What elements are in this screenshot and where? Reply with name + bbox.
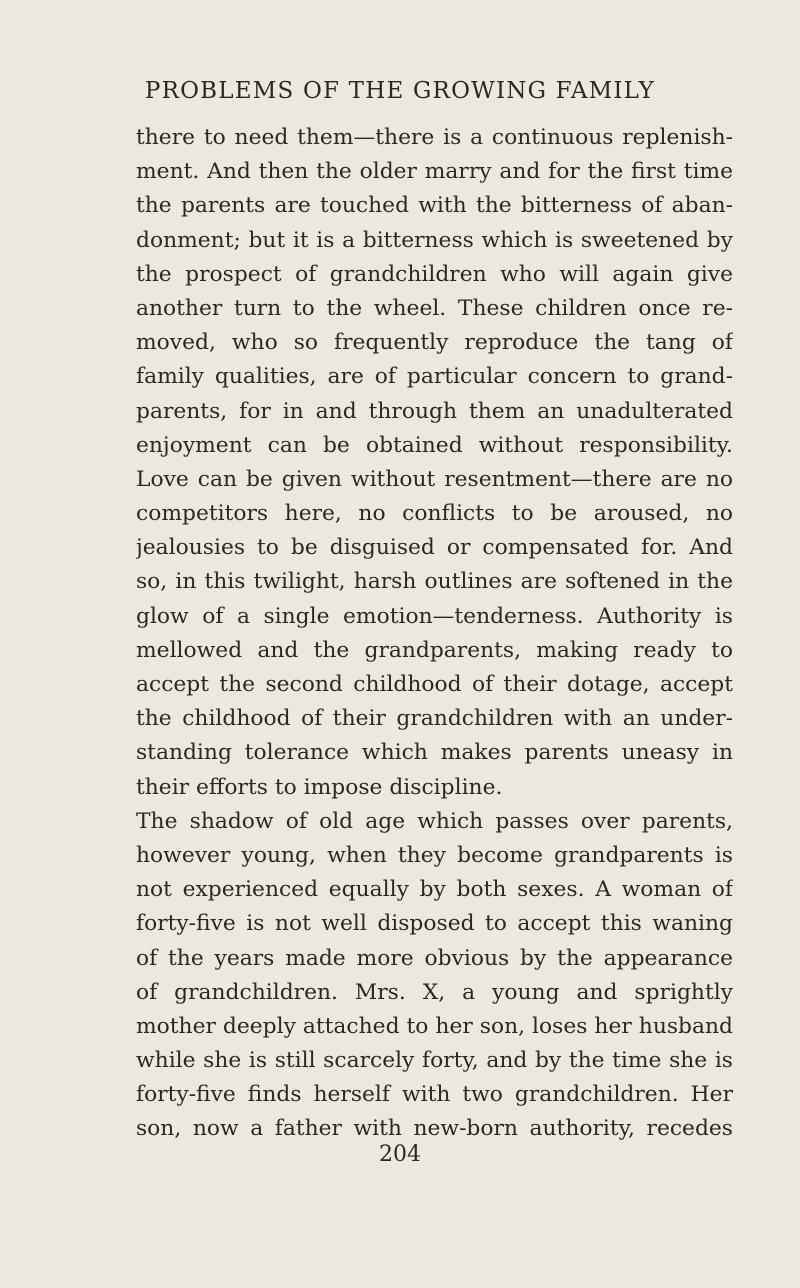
page-number: 204 [379,1142,421,1167]
text-line: donment; but it is a bitterness which is sweetened by [136,227,733,253]
text-line: the parents are touched with the bitterness of aban- [136,193,733,219]
text-line: The shadow of old age which passes over parents, [136,808,733,834]
text-line: Love can be given without resentment—there are no [136,466,733,492]
text-line: parents, for in and through them an unadulterated [136,398,733,424]
text-line: however young, when they become grandparents is [136,842,733,868]
text-line: glow of a single emotion—tenderness. Authority is [136,603,733,629]
text-line: competitors here, no conflicts to be aroused, no [136,501,733,527]
text-line: of the years made more obvious by the appearance [136,945,733,971]
text-line: there to need them—there is a continuous replenish- [136,125,733,150]
text-line: the prospect of grandchildren who will again give [136,261,733,287]
text-line: not experienced equally by both sexes. A woman of [136,877,733,903]
text-line: of grandchildren. Mrs. X, a young and sprightly [136,979,733,1005]
text-line: son, now a father with new-born authority, recedes [136,1116,733,1142]
text-line: another turn to the wheel. These children once re- [136,295,733,321]
text-line: jealousies to be disguised or compensated for. And [136,535,733,561]
text-line: the childhood of their grandchildren with an under- [136,706,733,732]
text-line: their efforts to impose discipline. [136,774,503,800]
text-line: enjoyment can be obtained without responsibility. [136,432,733,458]
text-line: so, in this twilight, harsh outlines are softened in the [136,569,733,595]
text-line: mother deeply attached to her son, loses her husband [136,1013,733,1039]
running-head: PROBLEMS OF THE GROWING FAMILY [144,78,656,104]
text-line: moved, who so frequently reproduce the tang of [136,330,733,356]
text-line: forty-five is not well disposed to accept this waning [136,911,733,937]
text-line: family qualities, are of particular concern to grand- [136,364,733,390]
text-line: while she is still scarcely forty, and by the time she is [136,1048,733,1074]
body-text [136,121,733,1147]
text-line: accept the second childhood of their dotage, accept [136,672,733,697]
text-line: forty-five finds herself with two grandchildren. Her [136,1082,733,1108]
text-line: standing tolerance which makes parents uneasy in [136,740,733,766]
text-line: mellowed and the grandparents, making ready to [136,637,733,663]
text-line: ment. And then the older marry and for the first time [136,159,733,185]
